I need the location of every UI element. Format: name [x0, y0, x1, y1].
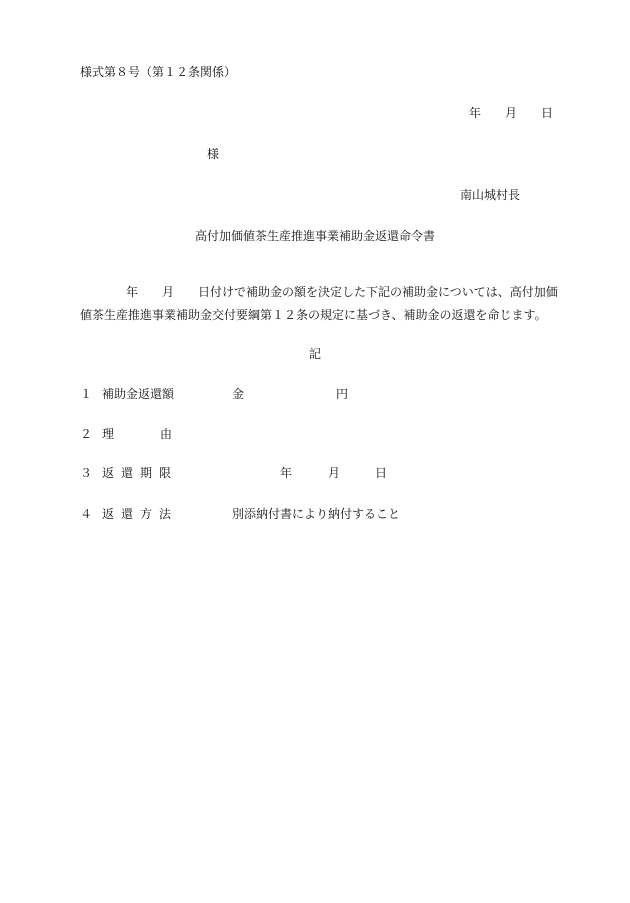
- addressee-suffix: 様: [207, 147, 220, 161]
- date-month-label: 月: [505, 106, 518, 120]
- item-label-part-1: 理: [102, 427, 115, 441]
- yen-label: 円: [336, 387, 349, 401]
- item-label: 返還方法: [102, 507, 179, 521]
- item-number: ３: [80, 466, 93, 480]
- item-reason: [80, 428, 560, 442]
- body-paragraph-line-2: 値茶生産推進事業補助金交付要綱第１２条の規定に基づき、補助金の返還を命じます。: [80, 308, 547, 322]
- deadline-year-label: 年: [280, 466, 293, 480]
- item-label: 補助金返還額: [102, 387, 175, 401]
- item-label: 返還期限: [102, 466, 179, 480]
- item-label-part-2: 由: [160, 427, 173, 441]
- date-year-label: 年: [469, 106, 482, 120]
- document-title: 高付加価値茶生産推進事業補助金返還命令書: [194, 229, 435, 243]
- item-refund-method: [80, 508, 560, 522]
- item-refund-amount: [80, 388, 560, 402]
- ki-heading: 記: [308, 347, 321, 361]
- body-month-label: 月: [162, 285, 175, 299]
- date-day-label: 日: [541, 106, 554, 120]
- kin-label: 金: [232, 387, 245, 401]
- form-number: 様式第８号（第１２条関係）: [80, 65, 237, 79]
- issuer-name: 南山城村長: [460, 188, 521, 202]
- refund-method-value: 別添納付書により納付すること: [232, 507, 401, 521]
- item-number: ２: [80, 427, 93, 441]
- body-line-1-text: 日付けで補助金の額を決定した下記の補助金については、高付加価: [198, 285, 558, 299]
- deadline-month-label: 月: [328, 466, 341, 480]
- item-number: １: [80, 387, 93, 401]
- item-number: ４: [80, 507, 93, 521]
- deadline-day-label: 日: [375, 466, 388, 480]
- item-refund-deadline: [80, 467, 560, 481]
- body-year-label: 年: [126, 285, 139, 299]
